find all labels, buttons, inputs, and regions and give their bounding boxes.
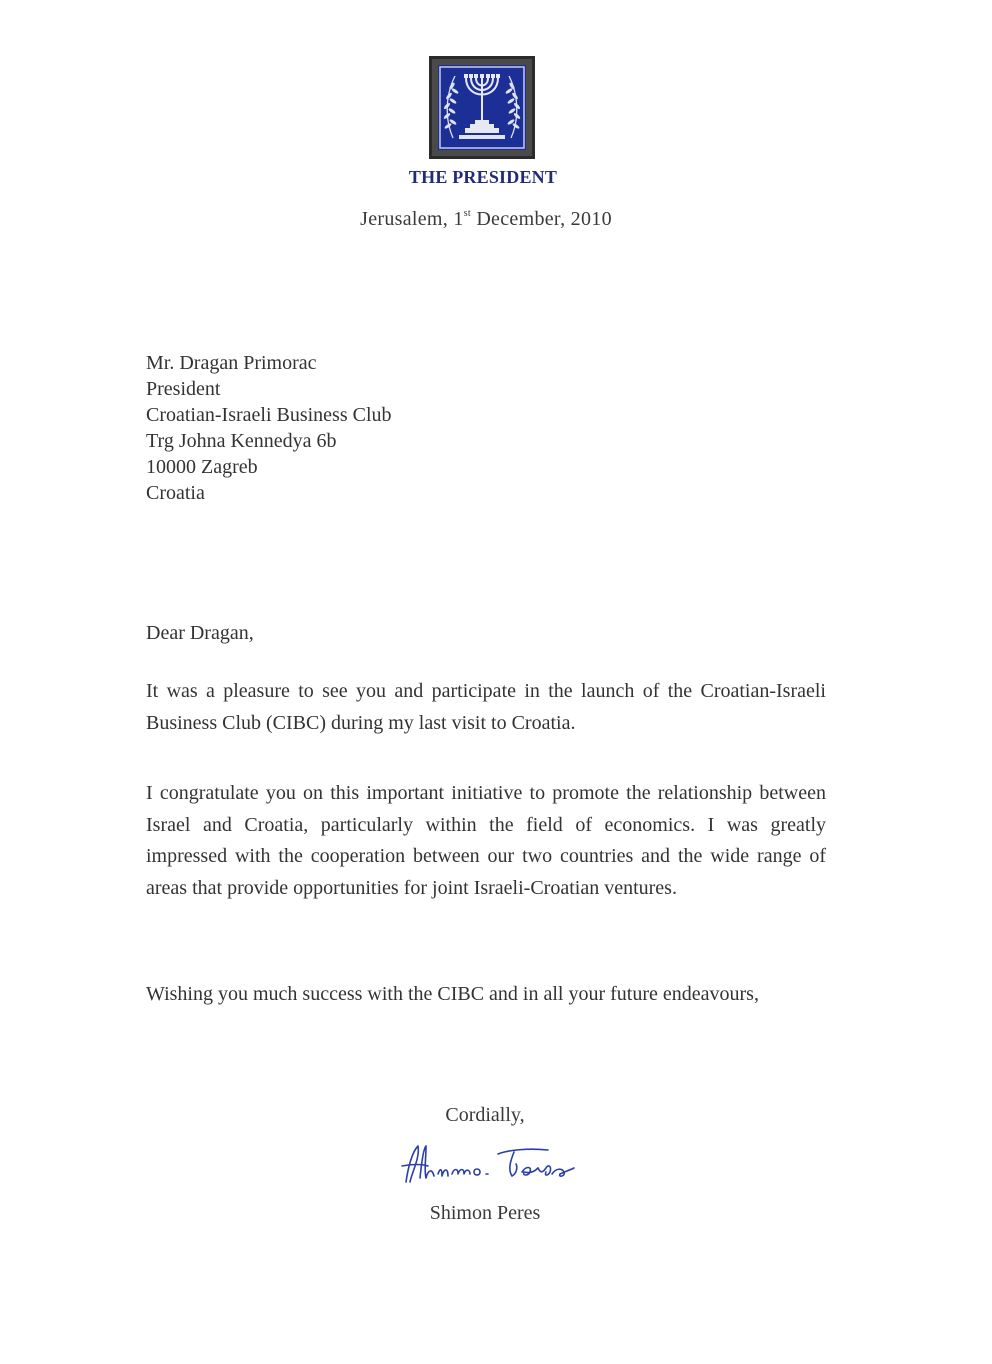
signer-name: Shimon Peres	[429, 1202, 541, 1224]
valediction: Cordially,	[445, 1104, 525, 1126]
recipient-country: Croatia	[146, 482, 205, 504]
body-paragraph: Wishing you much success with the CIBC and in all your future endeavours,	[146, 983, 759, 1005]
recipient-title: President	[146, 378, 221, 400]
presidential-emblem	[429, 56, 535, 159]
date-month-year: December, 2010	[476, 208, 612, 230]
body-paragraph: It was a pleasure to see you and participate in the launch of the Croatian-Israeli Business Club (CIBC) during my last visit to Croatia.	[146, 680, 826, 734]
letterhead-title: THE PRESIDENT	[408, 167, 558, 187]
recipient-address	[146, 350, 392, 506]
date-day-suffix: st	[463, 208, 471, 219]
recipient-street: Trg Johna Kennedya 6b	[146, 430, 337, 452]
date-place: Jerusalem,	[360, 208, 449, 230]
menorah-icon	[429, 56, 535, 159]
date-day: 1	[453, 208, 464, 230]
recipient-organization: Croatian-Israeli Business Club	[146, 404, 392, 426]
body-paragraph: I congratulate you on this important initiative to promote the relationship between Israel and Croatia, particularly within the field of economics. I was greatly impressed with the cooperation between our two countries and the wide range of areas that provide opportunities for joint Israeli-Croatian ventures.	[146, 782, 826, 899]
dateline	[0, 208, 972, 231]
handwritten-signature	[398, 1138, 588, 1190]
salutation: Dear Dragan,	[146, 622, 254, 644]
recipient-city: 10000 Zagreb	[146, 456, 258, 478]
recipient-name: Mr. Dragan Primorac	[146, 352, 317, 374]
